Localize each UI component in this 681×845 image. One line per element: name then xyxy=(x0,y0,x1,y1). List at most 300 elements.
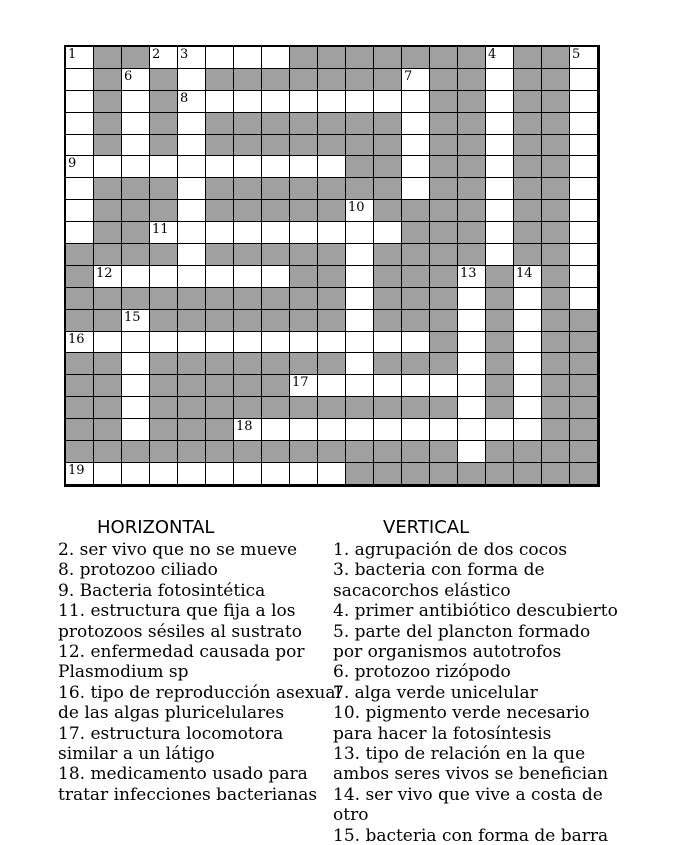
grid-cell-r13c13 xyxy=(402,310,430,332)
vertical-clues-line-10: para hacer la fotosíntesis xyxy=(333,723,552,744)
grid-cell-r10c12 xyxy=(374,244,402,266)
grid-cell-r8c13 xyxy=(402,200,430,222)
grid-cell-r18c12[interactable] xyxy=(374,419,402,441)
grid-cell-r19c1 xyxy=(66,441,94,463)
grid-cell-r2c14 xyxy=(430,69,458,91)
grid-cell-r7c16[interactable] xyxy=(486,178,514,200)
grid-cell-r11c9 xyxy=(290,266,318,288)
grid-cell-r2c3[interactable] xyxy=(122,69,150,91)
grid-cell-r10c5[interactable] xyxy=(178,244,206,266)
grid-cell-r14c11[interactable] xyxy=(346,332,374,354)
grid-cell-r12c6 xyxy=(206,288,234,310)
grid-cell-r20c16 xyxy=(486,463,514,485)
grid-cell-r14c10[interactable] xyxy=(318,332,346,354)
grid-cell-r2c13[interactable] xyxy=(402,69,430,91)
grid-cell-r12c8 xyxy=(262,288,290,310)
grid-cell-r5c10 xyxy=(318,135,346,157)
grid-cell-r1c8[interactable] xyxy=(262,47,290,69)
grid-cell-r12c18 xyxy=(542,288,570,310)
grid-cell-r6c19[interactable] xyxy=(570,156,598,178)
grid-cell-r1c4[interactable] xyxy=(150,47,178,69)
grid-cell-r18c5 xyxy=(178,419,206,441)
grid-cell-r11c4[interactable] xyxy=(150,266,178,288)
grid-cell-r11c19[interactable] xyxy=(570,266,598,288)
grid-cell-r3c11[interactable] xyxy=(346,91,374,113)
horizontal-clues-line-3: 9. Bacteria fotosintética xyxy=(58,580,266,601)
grid-cell-r7c19[interactable] xyxy=(570,178,598,200)
grid-cell-r12c11[interactable] xyxy=(346,288,374,310)
grid-cell-r8c5[interactable] xyxy=(178,200,206,222)
grid-cell-r13c3[interactable] xyxy=(122,310,150,332)
grid-cell-r9c3 xyxy=(122,222,150,244)
grid-cell-r4c13[interactable] xyxy=(402,113,430,135)
grid-cell-r18c7[interactable] xyxy=(234,419,262,441)
grid-cell-r13c10 xyxy=(318,310,346,332)
grid-cell-r7c10 xyxy=(318,178,346,200)
grid-cell-r17c16 xyxy=(486,397,514,419)
grid-cell-r3c12[interactable] xyxy=(374,91,402,113)
grid-cell-r15c14 xyxy=(430,353,458,375)
grid-cell-r3c19[interactable] xyxy=(570,91,598,113)
grid-cell-r9c12[interactable] xyxy=(374,222,402,244)
grid-cell-r18c10[interactable] xyxy=(318,419,346,441)
grid-cell-r16c7 xyxy=(234,375,262,397)
grid-cell-r3c3[interactable] xyxy=(122,91,150,113)
grid-cell-r15c4 xyxy=(150,353,178,375)
grid-cell-r16c15[interactable] xyxy=(458,375,486,397)
grid-cell-r20c17 xyxy=(514,463,542,485)
grid-cell-r12c15[interactable] xyxy=(458,288,486,310)
grid-cell-r5c5[interactable] xyxy=(178,135,206,157)
grid-cell-r19c4 xyxy=(150,441,178,463)
grid-cell-r20c15 xyxy=(458,463,486,485)
grid-cell-r6c8[interactable] xyxy=(262,156,290,178)
grid-cell-r15c16 xyxy=(486,353,514,375)
grid-cell-r16c10[interactable] xyxy=(318,375,346,397)
grid-cell-r15c15[interactable] xyxy=(458,353,486,375)
clue-number-4: 4 xyxy=(488,47,497,62)
grid-cell-r20c6[interactable] xyxy=(206,463,234,485)
grid-cell-r16c13[interactable] xyxy=(402,375,430,397)
grid-cell-r15c17[interactable] xyxy=(514,353,542,375)
grid-cell-r14c2[interactable] xyxy=(94,332,122,354)
grid-cell-r12c3 xyxy=(122,288,150,310)
grid-cell-r11c2[interactable] xyxy=(94,266,122,288)
horizontal-clues-line-13: tratar infecciones bacterianas xyxy=(58,784,318,805)
grid-cell-r13c16 xyxy=(486,310,514,332)
grid-cell-r14c12[interactable] xyxy=(374,332,402,354)
grid-cell-r19c15[interactable] xyxy=(458,441,486,463)
grid-cell-r14c3[interactable] xyxy=(122,332,150,354)
grid-cell-r17c8 xyxy=(262,397,290,419)
grid-cell-r11c18 xyxy=(542,266,570,288)
vertical-clues-list xyxy=(333,540,618,845)
horizontal-clues-line-6: 12. enfermedad causada por xyxy=(58,642,305,663)
grid-cell-r2c1[interactable] xyxy=(66,69,94,91)
grid-cell-r1c7[interactable] xyxy=(234,47,262,69)
grid-cell-r8c19[interactable] xyxy=(570,200,598,222)
grid-cell-r11c5[interactable] xyxy=(178,266,206,288)
grid-cell-r13c12 xyxy=(374,310,402,332)
grid-cell-r14c17[interactable] xyxy=(514,332,542,354)
grid-cell-r16c3[interactable] xyxy=(122,375,150,397)
grid-cell-r3c5[interactable] xyxy=(178,91,206,113)
grid-cell-r16c16 xyxy=(486,375,514,397)
grid-cell-r1c13 xyxy=(402,47,430,69)
grid-cell-r2c5[interactable] xyxy=(178,69,206,91)
grid-cell-r3c18 xyxy=(542,91,570,113)
grid-cell-r11c13 xyxy=(402,266,430,288)
grid-cell-r6c14 xyxy=(430,156,458,178)
grid-cell-r16c12[interactable] xyxy=(374,375,402,397)
grid-cell-r1c9 xyxy=(290,47,318,69)
grid-cell-r3c9[interactable] xyxy=(290,91,318,113)
horizontal-clues-line-9: de las algas pluricelulares xyxy=(58,703,285,724)
grid-cell-r9c1[interactable] xyxy=(66,222,94,244)
grid-cell-r17c3[interactable] xyxy=(122,397,150,419)
grid-cell-r8c3 xyxy=(122,200,150,222)
grid-cell-r4c1[interactable] xyxy=(66,113,94,135)
grid-cell-r18c18 xyxy=(542,419,570,441)
grid-cell-r3c16[interactable] xyxy=(486,91,514,113)
grid-cell-r12c19[interactable] xyxy=(570,288,598,310)
grid-cell-r7c17 xyxy=(514,178,542,200)
grid-cell-r16c14[interactable] xyxy=(430,375,458,397)
grid-cell-r15c5 xyxy=(178,353,206,375)
grid-cell-r3c17 xyxy=(514,91,542,113)
grid-cell-r14c16 xyxy=(486,332,514,354)
grid-cell-r3c10[interactable] xyxy=(318,91,346,113)
horizontal-clues-line-4: 11. estructura que fija a los xyxy=(58,601,296,622)
grid-cell-r18c16[interactable] xyxy=(486,419,514,441)
grid-cell-r18c1 xyxy=(66,419,94,441)
grid-cell-r4c18 xyxy=(542,113,570,135)
grid-cell-r11c7[interactable] xyxy=(234,266,262,288)
grid-cell-r3c1[interactable] xyxy=(66,91,94,113)
grid-cell-r6c11 xyxy=(346,156,374,178)
grid-cell-r7c6 xyxy=(206,178,234,200)
grid-cell-r16c19 xyxy=(570,375,598,397)
clue-number-17: 17 xyxy=(292,375,309,391)
grid-cell-r5c14 xyxy=(430,135,458,157)
grid-cell-r10c11[interactable] xyxy=(346,244,374,266)
grid-cell-r17c2 xyxy=(94,397,122,419)
grid-cell-r6c16[interactable] xyxy=(486,156,514,178)
vertical-clues-line-12: ambos seres vivos se benefician xyxy=(333,764,609,785)
grid-cell-r20c3[interactable] xyxy=(122,463,150,485)
grid-cell-r16c9[interactable] xyxy=(290,375,318,397)
grid-cell-r14c8[interactable] xyxy=(262,332,290,354)
grid-cell-r2c12 xyxy=(374,69,402,91)
grid-cell-r13c2 xyxy=(94,310,122,332)
grid-cell-r11c17[interactable] xyxy=(514,266,542,288)
clue-number-7: 7 xyxy=(404,68,413,84)
clue-number-13: 13 xyxy=(460,265,477,281)
grid-cell-r20c12 xyxy=(374,463,402,485)
grid-cell-r9c19[interactable] xyxy=(570,222,598,244)
clue-number-5: 5 xyxy=(572,47,581,62)
grid-cell-r3c15 xyxy=(458,91,486,113)
grid-cell-r9c5[interactable] xyxy=(178,222,206,244)
grid-cell-r2c10 xyxy=(318,69,346,91)
grid-cell-r2c19[interactable] xyxy=(570,69,598,91)
crossword-grid xyxy=(64,45,600,487)
grid-cell-r9c15 xyxy=(458,222,486,244)
grid-cell-r5c13[interactable] xyxy=(402,135,430,157)
grid-cell-r6c4[interactable] xyxy=(150,156,178,178)
grid-cell-r20c10[interactable] xyxy=(318,463,346,485)
grid-cell-r7c14 xyxy=(430,178,458,200)
grid-cell-r8c14 xyxy=(430,200,458,222)
grid-cell-r13c1 xyxy=(66,310,94,332)
horizontal-clues-line-5: protozoos sésiles al sustrato xyxy=(58,621,302,642)
grid-cell-r17c4 xyxy=(150,397,178,419)
grid-cell-r12c9 xyxy=(290,288,318,310)
grid-cell-r15c10 xyxy=(318,353,346,375)
grid-cell-r13c8 xyxy=(262,310,290,332)
grid-cell-r20c8[interactable] xyxy=(262,463,290,485)
grid-cell-r9c6[interactable] xyxy=(206,222,234,244)
grid-cell-r6c2[interactable] xyxy=(94,156,122,178)
grid-cell-r7c15 xyxy=(458,178,486,200)
grid-cell-r19c5 xyxy=(178,441,206,463)
grid-cell-r9c4[interactable] xyxy=(150,222,178,244)
grid-cell-r5c16[interactable] xyxy=(486,135,514,157)
grid-cell-r14c6[interactable] xyxy=(206,332,234,354)
grid-cell-r15c12 xyxy=(374,353,402,375)
grid-cell-r10c8 xyxy=(262,244,290,266)
grid-cell-r14c1[interactable] xyxy=(66,332,94,354)
grid-cell-r5c9 xyxy=(290,135,318,157)
grid-cell-r4c3[interactable] xyxy=(122,113,150,135)
horizontal-clues-list xyxy=(58,540,341,805)
grid-cell-r18c9[interactable] xyxy=(290,419,318,441)
grid-cell-r5c6 xyxy=(206,135,234,157)
grid-cell-r6c12 xyxy=(374,156,402,178)
grid-cell-r15c19 xyxy=(570,353,598,375)
horizontal-clues-line-2: 8. protozoo ciliado xyxy=(58,560,218,581)
grid-cell-r16c1 xyxy=(66,375,94,397)
vertical-clues-line-7: 6. protozoo rizópodo xyxy=(333,662,511,683)
grid-cell-r11c15[interactable] xyxy=(458,266,486,288)
grid-cell-r9c9[interactable] xyxy=(290,222,318,244)
horizontal-clues-line-1: 2. ser vivo que no se mueve xyxy=(58,540,298,560)
grid-cell-r4c16[interactable] xyxy=(486,113,514,135)
grid-cell-r10c16[interactable] xyxy=(486,244,514,266)
vertical-clues-line-1: 1. agrupación de dos cocos xyxy=(333,540,568,560)
grid-cell-r2c6 xyxy=(206,69,234,91)
grid-cell-r1c5[interactable] xyxy=(178,47,206,69)
grid-cell-r17c10 xyxy=(318,397,346,419)
grid-cell-r19c6 xyxy=(206,441,234,463)
grid-cell-r13c5 xyxy=(178,310,206,332)
grid-cell-r3c6[interactable] xyxy=(206,91,234,113)
grid-cell-r19c17 xyxy=(514,441,542,463)
grid-cell-r4c5[interactable] xyxy=(178,113,206,135)
grid-cell-r1c1[interactable] xyxy=(66,47,94,69)
grid-cell-r6c9[interactable] xyxy=(290,156,318,178)
grid-cell-r10c13 xyxy=(402,244,430,266)
grid-cell-r20c4[interactable] xyxy=(150,463,178,485)
grid-cell-r5c3[interactable] xyxy=(122,135,150,157)
clue-number-8: 8 xyxy=(180,90,189,106)
grid-cell-r1c16[interactable] xyxy=(486,47,514,69)
grid-cell-r4c7 xyxy=(234,113,262,135)
vertical-clues-line-11: 13. tipo de relación en la que xyxy=(333,744,586,765)
grid-cell-r16c17[interactable] xyxy=(514,375,542,397)
clue-number-14: 14 xyxy=(516,265,533,281)
grid-cell-r8c12 xyxy=(374,200,402,222)
grid-cell-r11c11[interactable] xyxy=(346,266,374,288)
grid-cell-r2c8 xyxy=(262,69,290,91)
grid-cell-r5c1[interactable] xyxy=(66,135,94,157)
grid-cell-r13c17[interactable] xyxy=(514,310,542,332)
grid-cell-r20c1[interactable] xyxy=(66,463,94,485)
horizontal-clues-header: HORIZONTAL xyxy=(97,517,215,538)
grid-cell-r16c8 xyxy=(262,375,290,397)
grid-cell-r20c7[interactable] xyxy=(234,463,262,485)
grid-cell-r12c17[interactable] xyxy=(514,288,542,310)
grid-cell-r6c7[interactable] xyxy=(234,156,262,178)
grid-cell-r1c19[interactable] xyxy=(570,47,598,69)
grid-cell-r18c8[interactable] xyxy=(262,419,290,441)
grid-cell-r15c6 xyxy=(206,353,234,375)
grid-cell-r8c16[interactable] xyxy=(486,200,514,222)
grid-cell-r14c19 xyxy=(570,332,598,354)
grid-cell-r5c19[interactable] xyxy=(570,135,598,157)
grid-cell-r8c1[interactable] xyxy=(66,200,94,222)
grid-cell-r17c7 xyxy=(234,397,262,419)
grid-cell-r14c13[interactable] xyxy=(402,332,430,354)
grid-cell-r7c1[interactable] xyxy=(66,178,94,200)
clue-number-19: 19 xyxy=(68,462,85,478)
grid-cell-r11c8[interactable] xyxy=(262,266,290,288)
grid-cell-r5c11 xyxy=(346,135,374,157)
grid-cell-r7c13[interactable] xyxy=(402,178,430,200)
grid-cell-r5c17 xyxy=(514,135,542,157)
grid-cell-r14c7[interactable] xyxy=(234,332,262,354)
grid-cell-r9c8[interactable] xyxy=(262,222,290,244)
grid-cell-r17c18 xyxy=(542,397,570,419)
grid-cell-r6c5[interactable] xyxy=(178,156,206,178)
grid-cell-r9c7[interactable] xyxy=(234,222,262,244)
grid-cell-r1c18 xyxy=(542,47,570,69)
grid-cell-r2c7 xyxy=(234,69,262,91)
grid-cell-r9c16[interactable] xyxy=(486,222,514,244)
grid-cell-r14c15[interactable] xyxy=(458,332,486,354)
grid-cell-r14c9[interactable] xyxy=(290,332,318,354)
grid-cell-r3c8[interactable] xyxy=(262,91,290,113)
grid-cell-r11c6[interactable] xyxy=(206,266,234,288)
grid-cell-r18c15[interactable] xyxy=(458,419,486,441)
grid-cell-r19c2 xyxy=(94,441,122,463)
grid-cell-r6c1[interactable] xyxy=(66,156,94,178)
grid-cell-r18c6 xyxy=(206,419,234,441)
grid-cell-r19c3 xyxy=(122,441,150,463)
grid-cell-r8c15 xyxy=(458,200,486,222)
grid-cell-r14c4[interactable] xyxy=(150,332,178,354)
grid-cell-r18c14[interactable] xyxy=(430,419,458,441)
grid-cell-r8c11[interactable] xyxy=(346,200,374,222)
grid-cell-r15c11[interactable] xyxy=(346,353,374,375)
grid-cell-r8c4 xyxy=(150,200,178,222)
grid-cell-r20c9[interactable] xyxy=(290,463,318,485)
grid-cell-r1c12 xyxy=(374,47,402,69)
grid-cell-r6c3[interactable] xyxy=(122,156,150,178)
grid-cell-r9c10[interactable] xyxy=(318,222,346,244)
grid-cell-r10c18 xyxy=(542,244,570,266)
grid-cell-r16c11[interactable] xyxy=(346,375,374,397)
grid-cell-r13c11[interactable] xyxy=(346,310,374,332)
grid-cell-r4c19[interactable] xyxy=(570,113,598,135)
grid-cell-r17c15[interactable] xyxy=(458,397,486,419)
grid-cell-r14c5[interactable] xyxy=(178,332,206,354)
grid-cell-r18c13[interactable] xyxy=(402,419,430,441)
grid-cell-r10c4 xyxy=(150,244,178,266)
grid-cell-r18c17[interactable] xyxy=(514,419,542,441)
grid-cell-r6c13[interactable] xyxy=(402,156,430,178)
grid-cell-r9c11[interactable] xyxy=(346,222,374,244)
grid-cell-r6c10[interactable] xyxy=(318,156,346,178)
grid-cell-r2c15 xyxy=(458,69,486,91)
grid-cell-r12c13 xyxy=(402,288,430,310)
grid-cell-r20c2[interactable] xyxy=(94,463,122,485)
grid-cell-r15c18 xyxy=(542,353,570,375)
grid-cell-r17c17[interactable] xyxy=(514,397,542,419)
grid-cell-r1c6[interactable] xyxy=(206,47,234,69)
grid-cell-r8c9 xyxy=(290,200,318,222)
grid-cell-r18c11[interactable] xyxy=(346,419,374,441)
grid-cell-r18c3[interactable] xyxy=(122,419,150,441)
grid-cell-r11c3[interactable] xyxy=(122,266,150,288)
grid-cell-r13c9 xyxy=(290,310,318,332)
grid-cell-r2c4 xyxy=(150,69,178,91)
grid-cell-r20c5[interactable] xyxy=(178,463,206,485)
clue-number-18: 18 xyxy=(236,419,253,435)
grid-cell-r10c19[interactable] xyxy=(570,244,598,266)
grid-cell-r17c6 xyxy=(206,397,234,419)
grid-cell-r2c16[interactable] xyxy=(486,69,514,91)
grid-cell-r17c12 xyxy=(374,397,402,419)
grid-cell-r15c3[interactable] xyxy=(122,353,150,375)
grid-cell-r15c9 xyxy=(290,353,318,375)
grid-cell-r12c16 xyxy=(486,288,514,310)
grid-cell-r13c15[interactable] xyxy=(458,310,486,332)
grid-cell-r17c9 xyxy=(290,397,318,419)
grid-cell-r16c18 xyxy=(542,375,570,397)
grid-cell-r4c4 xyxy=(150,113,178,135)
grid-cell-r20c14 xyxy=(430,463,458,485)
grid-cell-r3c2 xyxy=(94,91,122,113)
grid-cell-r12c12 xyxy=(374,288,402,310)
grid-cell-r8c6 xyxy=(206,200,234,222)
grid-cell-r20c11 xyxy=(346,463,374,485)
grid-cell-r4c9 xyxy=(290,113,318,135)
grid-cell-r16c2 xyxy=(94,375,122,397)
grid-cell-r6c6[interactable] xyxy=(206,156,234,178)
grid-cell-r17c5 xyxy=(178,397,206,419)
grid-cell-r3c7[interactable] xyxy=(234,91,262,113)
grid-cell-r13c14 xyxy=(430,310,458,332)
grid-cell-r7c8 xyxy=(262,178,290,200)
vertical-clues-line-3: sacacorchos elástico xyxy=(333,580,511,601)
grid-cell-r7c5[interactable] xyxy=(178,178,206,200)
grid-cell-r9c17 xyxy=(514,222,542,244)
grid-cell-r9c13 xyxy=(402,222,430,244)
grid-cell-r3c13[interactable] xyxy=(402,91,430,113)
grid-cell-r13c4 xyxy=(150,310,178,332)
grid-cell-r7c3 xyxy=(122,178,150,200)
